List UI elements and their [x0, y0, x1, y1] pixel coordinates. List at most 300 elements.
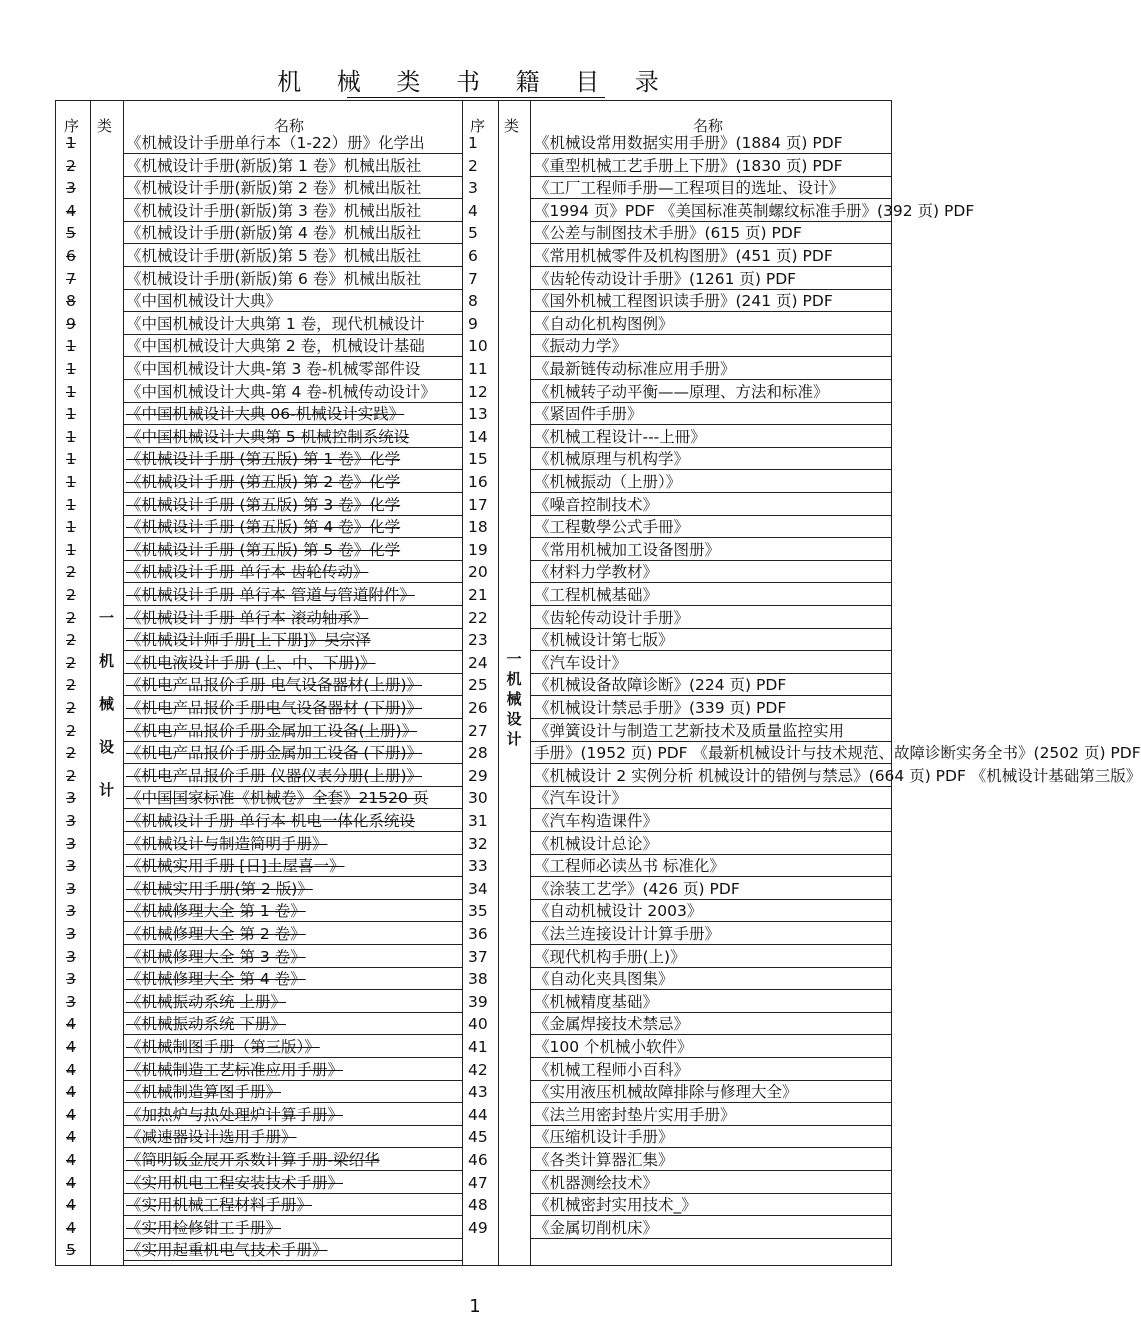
right-seq: 13 [468, 405, 488, 424]
row-rule [530, 763, 892, 764]
category-char: 械 [98, 695, 114, 713]
right-book-title: 《汽车设计》 [534, 653, 628, 672]
right-seq: 49 [468, 1218, 488, 1237]
right-book-title: 《各类计算器汇集》 [534, 1151, 674, 1169]
left-book-title: 《机电产品报价手册电气设备器材 (下册)》 [126, 699, 423, 717]
row-rule [123, 673, 462, 674]
row-rule [123, 763, 462, 764]
left-book-title: 《机电产品报价手册 仪器仪表分册(上册)》 [126, 766, 423, 785]
left-seq: 4 [66, 1128, 76, 1147]
category-char: 机 [506, 670, 522, 688]
row-rule [123, 741, 462, 742]
right-book-title: 《重型机械工艺手册上下册》(1830 页) PDF [534, 156, 843, 175]
row-rule [530, 854, 892, 855]
row-rule [123, 808, 462, 809]
right-book-title: 《压缩机设计手册》 [534, 1128, 674, 1147]
right-book-title: 《金属焊接技术禁忌》 [534, 1015, 690, 1034]
left-seq: 1 [66, 495, 76, 514]
left-seq: 3 [66, 179, 76, 198]
left-seq: 4 [66, 1196, 76, 1215]
row-rule [530, 695, 892, 696]
left-seq: 1 [66, 540, 76, 559]
right-book-title: 《机械设常用数据实用手册》(1884 页) PDF [534, 134, 843, 152]
right-book-title: 《金属切削机床》 [534, 1218, 659, 1237]
left-book-title: 《机械设计手册 单行本 机电一体化系统设 [126, 812, 415, 830]
left-seq: 2 [66, 676, 76, 695]
category-label-right [498, 649, 530, 749]
row-rule [530, 921, 892, 922]
right-seq: 28 [468, 744, 488, 763]
right-seq: 30 [468, 789, 488, 808]
row-rule [530, 266, 892, 267]
right-book-title: 《机械工程设计---上冊》 [534, 427, 706, 446]
right-seq: 26 [468, 699, 488, 717]
row-rule [530, 899, 892, 900]
right-book-title: 《常用机械加工设备图册》 [534, 540, 721, 559]
left-seq: 3 [66, 902, 76, 921]
right-seq: 27 [468, 721, 488, 740]
left-book-title: 《中国机械设计大典第 5 机械控制系统设 [126, 427, 410, 446]
left-book-title: 《实用检修钳工手册》 [126, 1218, 282, 1237]
row-rule [530, 515, 892, 516]
row-rule [123, 1057, 462, 1058]
row-rule [123, 356, 462, 357]
left-book-title: 《实用起重机电气技术手册》 [126, 1241, 328, 1260]
left-book-title: 《中国机械设计大典第 1 卷，现代机械设计 [126, 314, 425, 333]
right-book-title: 《机械密封实用技术_》 [534, 1196, 697, 1215]
right-seq: 46 [468, 1151, 488, 1169]
left-seq: 2 [66, 653, 76, 672]
right-seq: 12 [468, 382, 488, 401]
col-divider [123, 101, 124, 1265]
left-book-title: 《机械设计手册 单行本 齿轮传动》 [126, 563, 369, 582]
row-rule [530, 537, 892, 538]
left-seq: 2 [66, 699, 76, 717]
row-rule [123, 1170, 462, 1171]
right-book-title: 《机械设计总论》 [534, 834, 659, 853]
left-book-title: 《机械实用手册 [日]土屋喜一》 [126, 857, 345, 876]
row-rule [123, 854, 462, 855]
left-seq: 4 [66, 201, 76, 220]
right-seq: 18 [468, 518, 488, 537]
row-rule [530, 989, 892, 990]
left-seq: 2 [66, 631, 76, 650]
right-book-title: 《汽车构造课件》 [534, 812, 659, 830]
left-book-title: 《机械设计与制造简明手册》 [126, 834, 328, 853]
row-rule [530, 808, 892, 809]
row-rule [530, 311, 892, 312]
header-seq-left: 序 [64, 117, 80, 135]
right-book-title: 《工程數學公式手冊》 [534, 518, 690, 537]
right-seq: 16 [468, 473, 488, 491]
row-rule [530, 198, 892, 199]
row-rule [530, 1080, 892, 1081]
row-rule [530, 1057, 892, 1058]
left-book-title: 《减速器设计选用手册》 [126, 1128, 297, 1147]
left-seq: 7 [66, 269, 76, 288]
right-book-title: 《常用机械零件及机构图册》(451 页) PDF [534, 247, 833, 265]
document-title: 机 械 类 书 籍 目 录 [277, 68, 673, 96]
row-rule [530, 1170, 892, 1171]
col-divider [462, 101, 463, 1265]
header-cat-right: 类 [504, 117, 520, 135]
row-rule [123, 831, 462, 832]
left-seq: 2 [66, 721, 76, 740]
left-seq: 4 [66, 1060, 76, 1079]
row-rule [530, 967, 892, 968]
left-book-title: 《机械设计手册 (第五版) 第 5 卷》化学 [126, 540, 401, 559]
right-seq: 45 [468, 1128, 488, 1147]
left-seq: 1 [66, 382, 76, 401]
left-book-title: 《机械设计手册(新版)第 1 卷》机械出版社 [126, 156, 422, 175]
left-seq: 1 [66, 518, 76, 537]
row-rule [530, 402, 892, 403]
row-rule [530, 1193, 892, 1194]
right-book-title: 《机器测绘技术》 [534, 1173, 659, 1192]
right-seq: 41 [468, 1038, 488, 1056]
header-seq-right: 序 [470, 117, 486, 135]
row-rule [530, 379, 892, 380]
row-rule [123, 221, 462, 222]
category-char: 计 [98, 781, 114, 799]
row-rule [123, 989, 462, 990]
right-book-title: 《齿轮传动设计手册》(1261 页) PDF [534, 269, 797, 288]
row-rule [123, 447, 462, 448]
row-rule [530, 1215, 892, 1216]
left-seq: 3 [66, 834, 76, 853]
left-book-title: 《机械设计师手册[上下册]》吴宗泽 [126, 631, 371, 650]
row-rule [530, 1102, 892, 1103]
right-seq: 32 [468, 834, 488, 853]
right-seq: 9 [468, 314, 478, 333]
row-rule [123, 402, 462, 403]
left-book-title: 《机械制造工艺标准应用手册》 [126, 1060, 344, 1079]
row-rule [530, 469, 892, 470]
category-char: 设 [506, 710, 522, 728]
row-rule [530, 1238, 892, 1239]
row-rule [530, 153, 892, 154]
left-seq: 3 [66, 879, 76, 898]
row-rule [123, 289, 462, 290]
row-rule [530, 243, 892, 244]
right-book-title: 《机械精度基础》 [534, 992, 659, 1011]
left-seq: 1 [66, 360, 76, 378]
left-seq: 1 [66, 427, 76, 446]
left-seq: 4 [66, 1105, 76, 1124]
header-name-right: 名称 [693, 117, 724, 135]
left-book-title: 《中国机械设计大典-第 4 卷-机械传动设计》 [126, 382, 436, 401]
row-rule [530, 1147, 892, 1148]
right-book-title: 《现代机构手册(上)》 [534, 947, 686, 966]
row-rule [123, 718, 462, 719]
row-rule [530, 447, 892, 448]
left-seq: 3 [66, 857, 76, 876]
row-rule [123, 921, 462, 922]
row-rule [530, 1034, 892, 1035]
left-seq: 3 [66, 992, 76, 1011]
row-rule [530, 741, 892, 742]
right-seq: 43 [468, 1083, 488, 1102]
left-seq: 4 [66, 1083, 76, 1102]
right-book-title: 《自动机械设计 2003》 [534, 902, 703, 921]
row-rule [530, 560, 892, 561]
left-seq: 3 [66, 947, 76, 966]
row-rule [123, 944, 462, 945]
row-rule [123, 899, 462, 900]
left-book-title: 《简明钣金展开系数计算手册-梁绍华 [126, 1151, 380, 1169]
right-seq: 24 [468, 653, 488, 672]
book-catalog-table [55, 100, 1141, 1266]
row-rule [123, 334, 462, 335]
right-seq: 6 [468, 247, 478, 265]
row-rule [530, 650, 892, 651]
row-rule [123, 1102, 462, 1103]
header-cat-left: 类 [97, 117, 113, 135]
left-seq: 3 [66, 789, 76, 808]
right-seq: 36 [468, 925, 488, 943]
row-rule [530, 582, 892, 583]
left-seq: 3 [66, 812, 76, 830]
left-seq: 2 [66, 766, 76, 785]
right-seq: 44 [468, 1105, 488, 1124]
right-book-title: 《法兰连接设计计算手册》 [534, 925, 721, 943]
right-seq: 31 [468, 812, 488, 830]
left-seq: 5 [66, 1241, 76, 1260]
col-divider [530, 101, 531, 1265]
right-book-title: 《最新链传动标准应用手册》 [534, 360, 736, 378]
left-book-title: 《机械修理大全 第 1 卷》 [126, 902, 306, 921]
left-book-title: 《实用机械工程材料手册》 [126, 1196, 313, 1215]
left-book-title: 《机械设计手册(新版)第 4 卷》机械出版社 [126, 224, 422, 243]
row-rule [123, 243, 462, 244]
left-seq: 9 [66, 314, 76, 333]
right-seq: 19 [468, 540, 488, 559]
left-book-title: 《机械设计手册 单行本 管道与管道附件》 [126, 586, 415, 604]
left-seq: 6 [66, 247, 76, 265]
row-rule [530, 176, 892, 177]
left-seq: 4 [66, 1038, 76, 1056]
right-book-title: 《法兰用密封垫片实用手册》 [534, 1105, 736, 1124]
row-rule [530, 718, 892, 719]
category-char: 机 [98, 652, 114, 670]
right-seq: 10 [468, 337, 488, 356]
right-seq: 21 [468, 586, 488, 604]
category-char: 计 [506, 730, 522, 748]
left-seq: 2 [66, 563, 76, 582]
right-book-title: 《紧固件手册》 [534, 405, 643, 424]
page-number: 1 [469, 1296, 481, 1317]
right-seq: 2 [468, 156, 478, 175]
right-book-title: 手册》(1952 页) PDF 《最新机械设计与技术规范、故障诊断实务全书》(2502 页) PDF [534, 744, 1141, 763]
row-rule [530, 334, 892, 335]
row-rule [123, 628, 462, 629]
right-seq: 8 [468, 292, 478, 311]
row-rule [123, 424, 462, 425]
right-book-title: 《自动化夹具图集》 [534, 970, 674, 989]
right-seq: 42 [468, 1060, 488, 1079]
right-seq: 34 [468, 879, 488, 898]
right-seq: 1 [468, 134, 478, 152]
right-book-title: 《材料力学教材》 [534, 563, 659, 582]
row-rule [123, 560, 462, 561]
row-rule [123, 1260, 462, 1261]
row-rule [123, 469, 462, 470]
right-seq: 11 [468, 360, 488, 378]
row-rule [123, 515, 462, 516]
right-book-title: 《实用液压机械故障排除与修理大全》 [534, 1083, 798, 1102]
row-rule [530, 673, 892, 674]
row-rule [123, 876, 462, 877]
row-rule [123, 198, 462, 199]
left-book-title: 《实用机电工程安装技术手册》 [126, 1173, 344, 1192]
left-book-title: 《机电产品报价手册金属加工设备(上册)》 [126, 721, 418, 740]
left-book-title: 《中国机械设计大典 06-机械设计实践》 [126, 405, 405, 424]
left-book-title: 《机械设计手册 (第五版) 第 4 卷》化学 [126, 518, 401, 537]
right-seq: 17 [468, 495, 488, 514]
row-rule [123, 1147, 462, 1148]
left-book-title: 《机电液设计手册 (上、中、下册)》 [126, 653, 376, 672]
right-book-title: 《机械振动（上册）》 [534, 473, 682, 491]
right-book-title: 《振动力学》 [534, 337, 628, 356]
row-rule [530, 1125, 892, 1126]
right-seq: 48 [468, 1196, 488, 1215]
right-seq: 14 [468, 427, 488, 446]
left-book-title: 《机械振动系统 上册》 [126, 992, 286, 1011]
right-seq: 20 [468, 563, 488, 582]
row-rule [123, 582, 462, 583]
left-book-title: 《机械制图手册（第三版）》 [126, 1038, 320, 1056]
right-book-title: 《机械设计禁忌手册》(339 页) PDF [534, 699, 787, 717]
row-rule [123, 537, 462, 538]
right-book-title: 《机械原理与机构学》 [534, 450, 690, 469]
row-rule [123, 967, 462, 968]
right-book-title: 《工厂工程师手册—工程项目的选址、设计》 [534, 179, 845, 198]
row-rule [123, 266, 462, 267]
row-rule [530, 492, 892, 493]
right-seq: 40 [468, 1015, 488, 1034]
row-rule [123, 695, 462, 696]
row-rule [123, 605, 462, 606]
category-char: 一 [506, 650, 522, 668]
left-seq: 5 [66, 224, 76, 243]
row-rule [123, 153, 462, 154]
right-book-title: 《机械设计第七版》 [534, 631, 674, 650]
row-rule [123, 492, 462, 493]
right-book-title: 《国外机械工程图识读手册》(241 页) PDF [534, 292, 833, 311]
left-book-title: 《机械修理大全 第 3 卷》 [126, 947, 306, 966]
row-rule [123, 311, 462, 312]
right-seq: 38 [468, 970, 488, 989]
row-rule [530, 786, 892, 787]
left-seq: 2 [66, 744, 76, 763]
category-char: 一 [98, 609, 114, 627]
right-seq: 22 [468, 608, 488, 627]
right-book-title: 《工程机械基础》 [534, 586, 659, 604]
left-book-title: 《中国机械设计大典》 [126, 292, 282, 311]
row-rule [530, 876, 892, 877]
row-rule [123, 786, 462, 787]
left-book-title: 《机电产品报价手册 电气设备器材(上册)》 [126, 676, 423, 695]
left-seq: 8 [66, 292, 76, 311]
row-rule [123, 1193, 462, 1194]
right-book-title: 《涂装工艺学》(426 页) PDF [534, 879, 740, 898]
left-book-title: 《机械设计手册(新版)第 2 卷》机械出版社 [126, 179, 422, 198]
left-seq: 4 [66, 1015, 76, 1034]
left-book-title: 《中国机械设计大典-第 3 卷-机械零部件设 [126, 360, 421, 378]
row-rule [530, 605, 892, 606]
row-rule [530, 356, 892, 357]
left-seq: 3 [66, 970, 76, 989]
right-seq: 39 [468, 992, 488, 1011]
left-book-title: 《中国国家标准《机械卷》全套》21520 页 [126, 789, 429, 808]
right-book-title: 《汽车设计》 [534, 789, 628, 808]
row-rule [530, 1012, 892, 1013]
left-seq: 2 [66, 586, 76, 604]
row-rule [123, 1012, 462, 1013]
left-book-title: 《机电产品报价手册金属加工设备 (下册)》 [126, 744, 423, 763]
right-book-title: 《机械设计 2 实例分析 机械设计的错例与禁忌》(664 页) PDF 《机械设计基础第三版》 [534, 766, 1141, 785]
row-rule [123, 1125, 462, 1126]
row-rule [123, 1080, 462, 1081]
left-seq: 1 [66, 405, 76, 424]
right-book-title: 《公差与制图技术手册》(615 页) PDF [534, 224, 802, 243]
right-book-title: 《噪音控制技术》 [534, 495, 659, 514]
row-rule [123, 1238, 462, 1239]
row-rule [530, 944, 892, 945]
left-seq: 1 [66, 337, 76, 356]
right-book-title: 《自动化机构图例》 [534, 314, 674, 333]
left-book-title: 《机械制造算图手册》 [126, 1083, 282, 1102]
row-rule [123, 379, 462, 380]
left-book-title: 《机械设计手册 (第五版) 第 3 卷》化学 [126, 495, 401, 514]
row-rule [123, 176, 462, 177]
left-book-title: 《机械设计手册(新版)第 3 卷》机械出版社 [126, 201, 422, 220]
right-book-title: 《工程师必读丛书 标准化》 [534, 857, 725, 876]
left-book-title: 《机械设计手册 (第五版) 第 2 卷》化学 [126, 473, 401, 491]
right-seq: 37 [468, 947, 488, 966]
left-seq: 1 [66, 450, 76, 469]
left-seq: 1 [66, 134, 76, 152]
right-seq: 5 [468, 224, 478, 243]
row-rule [530, 289, 892, 290]
category-char: 设 [98, 738, 114, 756]
right-seq: 29 [468, 766, 488, 785]
row-rule [530, 831, 892, 832]
left-book-title: 《机械设计手册(新版)第 6 卷》机械出版社 [126, 269, 422, 288]
left-book-title: 《机械振动系统 下册》 [126, 1015, 286, 1034]
left-book-title: 《加热炉与热处理炉计算手册》 [126, 1105, 344, 1124]
right-seq: 25 [468, 676, 488, 695]
right-book-title: 《1994 页》PDF 《美国标准英制螺纹标准手册》(392 页) PDF [534, 201, 975, 220]
left-book-title: 《机械修理大全 第 4 卷》 [126, 970, 306, 989]
row-rule [123, 1034, 462, 1035]
right-seq: 35 [468, 902, 488, 921]
left-seq: 2 [66, 608, 76, 627]
row-rule [123, 650, 462, 651]
right-book-title: 《机械工程师小百科》 [534, 1060, 690, 1079]
right-book-title: 《100 个机械小软件》 [534, 1038, 693, 1056]
row-rule [530, 221, 892, 222]
category-char: 械 [506, 690, 522, 708]
right-seq: 23 [468, 631, 488, 650]
left-book-title: 《机械实用手册(第 2 版)》 [126, 879, 313, 898]
right-seq: 3 [468, 179, 478, 198]
left-book-title: 《机械设计手册 (第五版) 第 1 卷》化学 [126, 450, 401, 469]
right-book-title: 《弹簧设计与制造工艺新技术及质量监控实用 [534, 721, 845, 740]
left-seq: 4 [66, 1173, 76, 1192]
left-seq: 2 [66, 156, 76, 175]
header-name-left: 名称 [274, 117, 305, 135]
